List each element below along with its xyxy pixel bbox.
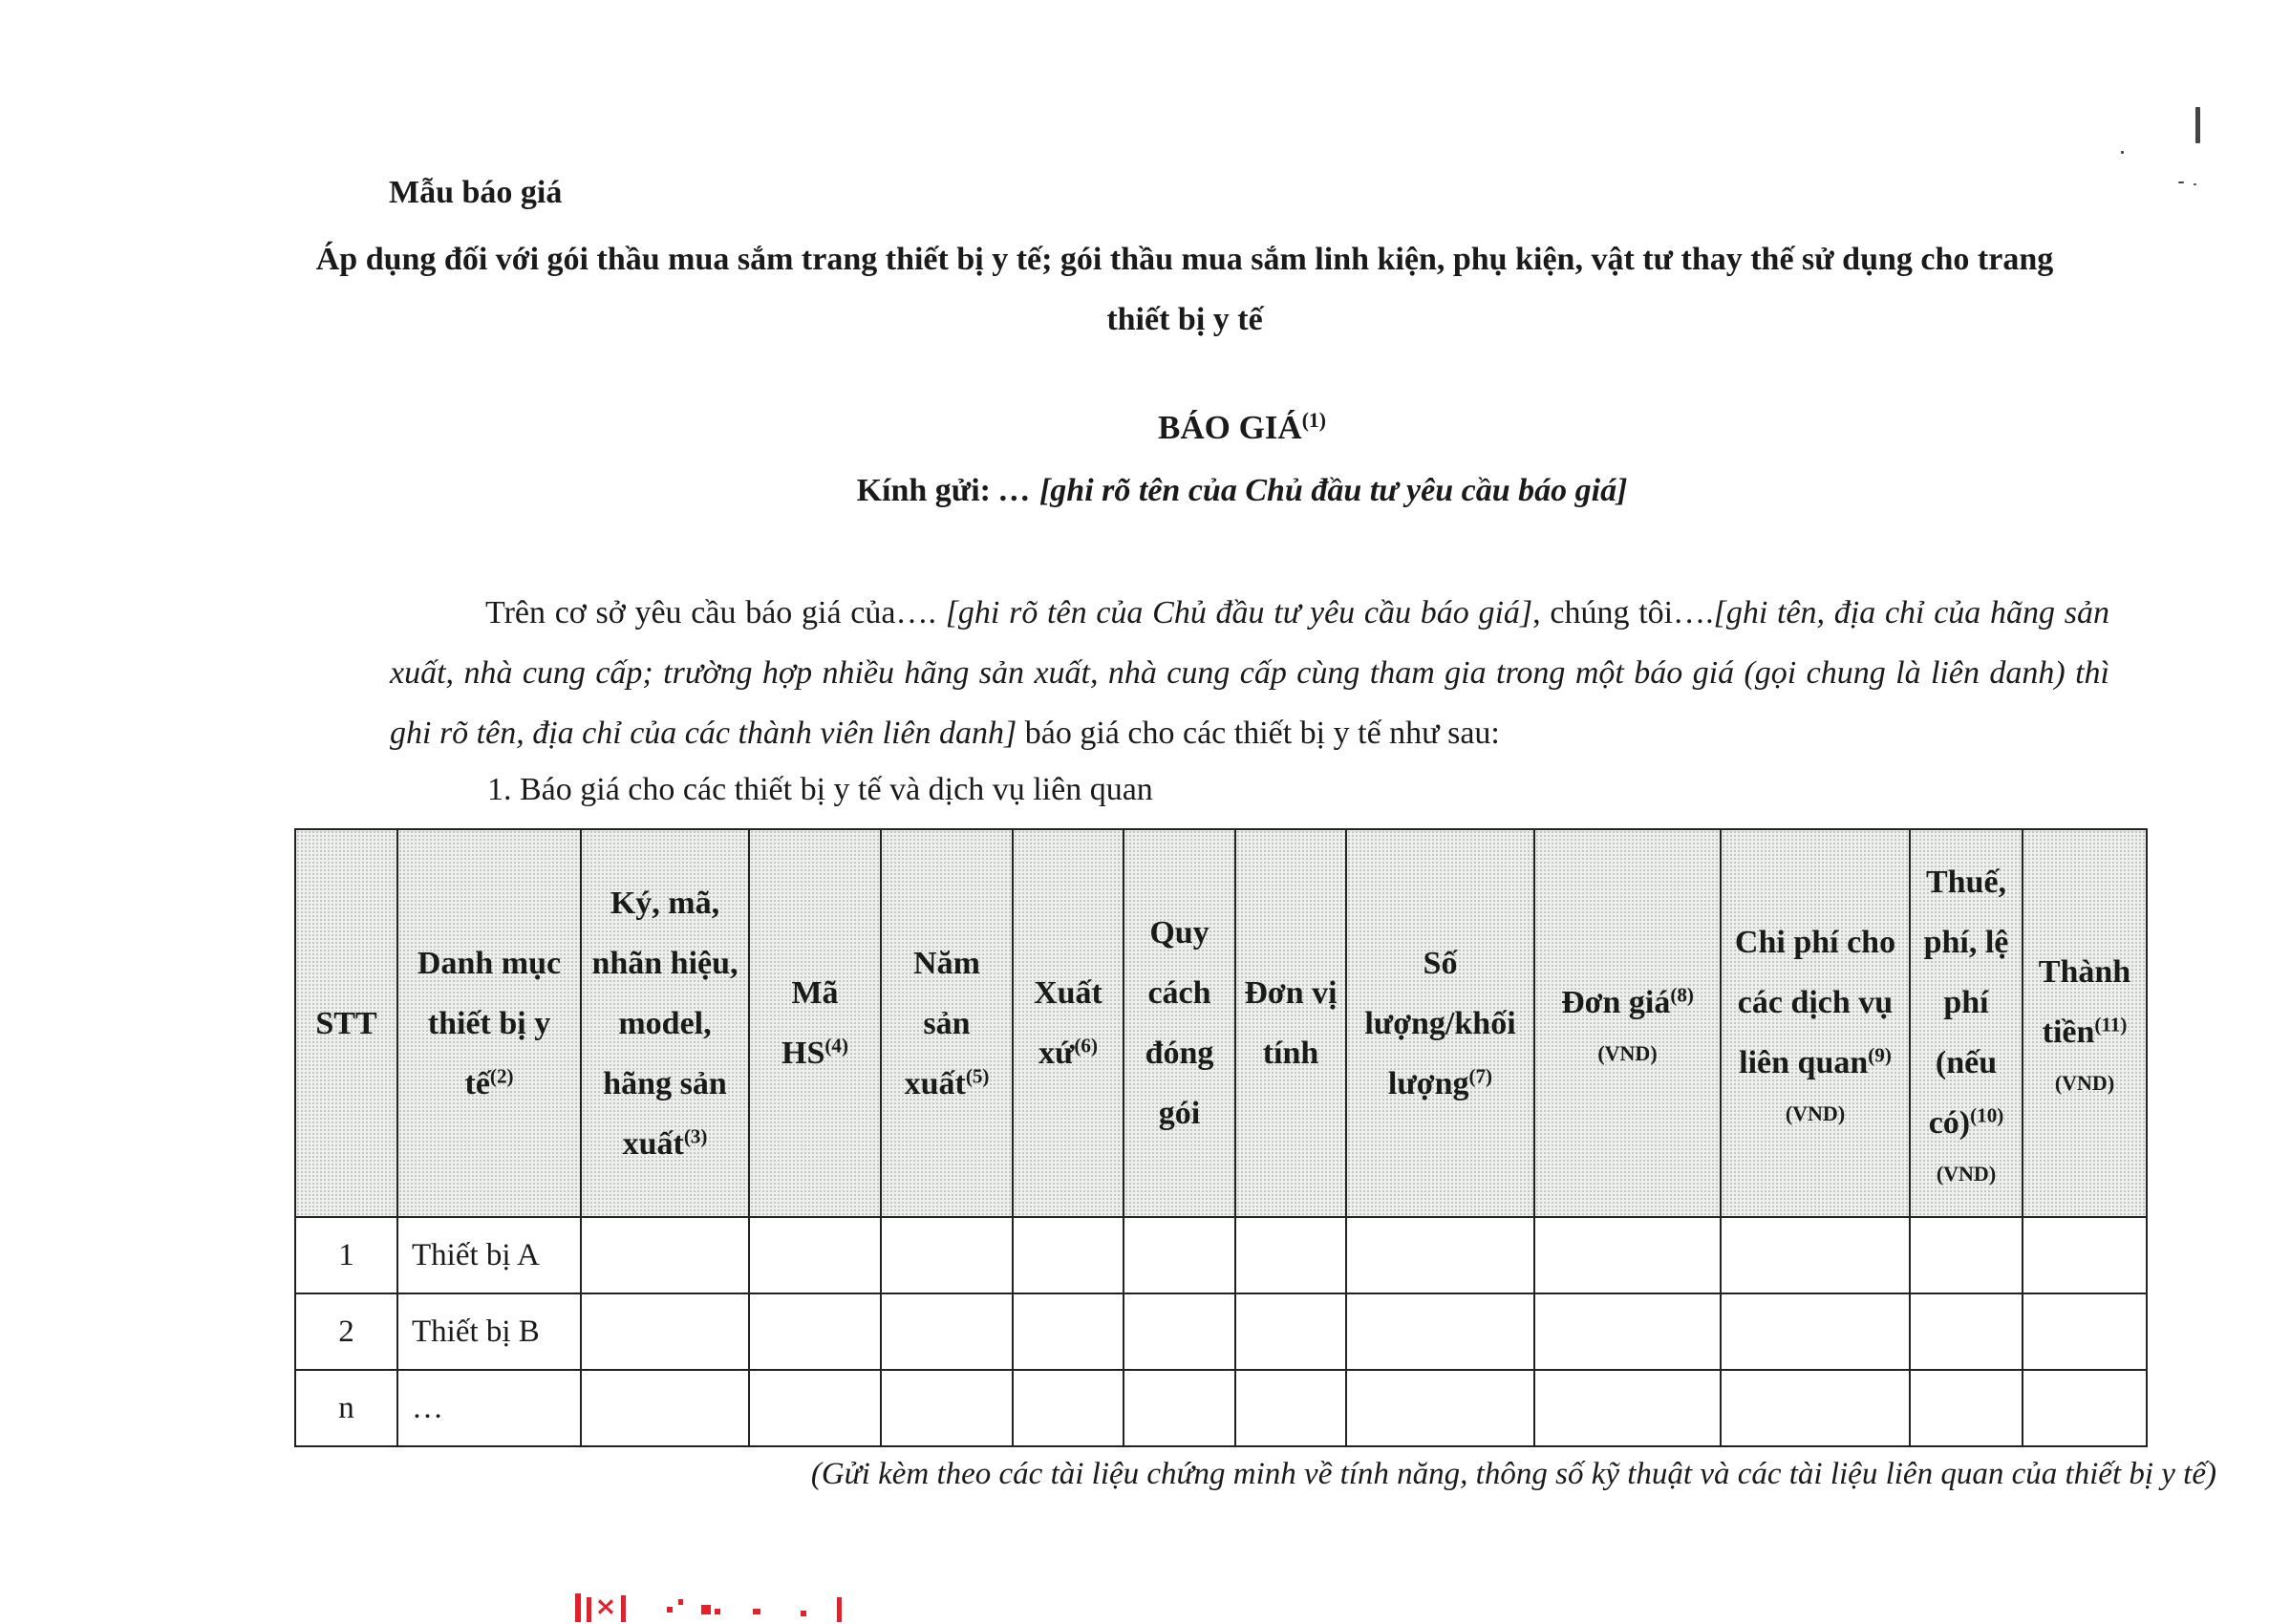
recipient-text: … [ghi rõ tên của Chủ đầu tư yêu cầu báo giá] — [998, 473, 1628, 508]
header-total: Thành tiền$^{(11)}$ (VND) — [2023, 829, 2147, 1217]
header-quantity: Số lượng/khối lượng$^{(7)}$ — [1346, 829, 1534, 1217]
cell-stt: n — [295, 1370, 397, 1446]
header-model: Ký, mã, nhãn hiệu, model, hãng sản xuất$^{(3)}$ — [581, 829, 749, 1217]
table-row — [295, 1293, 2147, 1370]
cell-device-name: … — [397, 1370, 581, 1446]
scan-speck — [2195, 107, 2200, 143]
header-service-cost-currency: (VND) — [1785, 1100, 1846, 1125]
red-stamp-fragment — [571, 1586, 867, 1624]
form-name: Mẫu báo giá — [389, 175, 563, 210]
attachment-note: (Gửi kèm theo các tài liệu chứng minh về tính năng, thông số kỹ thuật và các tài liệu liên quan của thiết bị y tế) — [810, 1457, 2216, 1491]
document-title — [0, 409, 2269, 447]
header-unit: Đơn vị tính — [1235, 829, 1346, 1217]
intro-part-5: báo giá cho các thiết bị y tế như sau: — [1017, 716, 1500, 751]
header-device-list: Danh mục thiết bị y tế$^{(2)}$ — [397, 829, 581, 1217]
intro-part-4: [ghi tên, địa chỉ của hãng sản xuất, nhà cung cấp; trường hợp nhiều hãng sản xuất, nhà cung cấp cùng tham gia trong một báo giá (gọi chung là liên danh) thì ghi rõ tên, địa chỉ của các thành viên liên danh] — [390, 595, 2109, 751]
header-tax: Thuế, phí, lệ phí (nếu có)$^{(10)}$ (VND) — [1910, 829, 2023, 1217]
header-origin: Xuất xứ$^{(6)}$ — [1013, 829, 1124, 1217]
header-stt: STT — [295, 829, 397, 1217]
cell-stt: 1 — [295, 1217, 397, 1293]
header-unit-price-currency: (VND) — [1597, 1040, 1658, 1065]
header-service-cost: Chi phí cho các dịch vụ liên quan$^{(9)}$ (VND) — [1721, 829, 1910, 1217]
header-year: Năm sản xuất$^{(5)}$ — [881, 829, 1013, 1217]
table-row — [295, 1217, 2147, 1293]
title-text: BÁO GIÁ — [1157, 409, 1302, 446]
title-note: (1) — [1301, 409, 1326, 433]
quote-table — [294, 828, 2148, 1447]
intro-part-3: , chúng tôi…. — [1532, 595, 1714, 630]
intro-part-1: Trên cơ sở yêu cầu báo giá của…. — [485, 595, 946, 630]
header-unit-price: Đơn giá$^{(8)}$ (VND) — [1534, 829, 1721, 1217]
table-header-row — [295, 829, 2147, 1217]
header-packaging: Quy cách đóng gói — [1124, 829, 1235, 1217]
intro-paragraph — [390, 583, 2109, 763]
apply-text: Áp dụng đối với gói thầu mua sắm trang thiết bị y tế; gói thầu mua sắm linh kiện, phụ kiện, vật tư thay thế sử dụng cho trang thiết bị y tế — [315, 242, 2054, 337]
cell-device-name: Thiết bị B — [397, 1293, 581, 1370]
scan-speck — [2194, 183, 2196, 185]
header-total-currency: (VND) — [2054, 1071, 2115, 1095]
recipient-line — [0, 473, 2269, 509]
section-heading: 1. Báo giá cho các thiết bị y tế và dịch vụ liên quan — [487, 772, 1153, 807]
cell-stt: 2 — [295, 1293, 397, 1370]
scan-speck — [2121, 151, 2124, 154]
table-row — [295, 1370, 2147, 1446]
header-tax-currency: (VND) — [1936, 1161, 1997, 1186]
intro-part-2: [ghi rõ tên của Chủ đầu tư yêu cầu báo giá] — [945, 595, 1533, 630]
scan-speck — [2178, 182, 2184, 183]
header-hs-code: Mã HS$^{(4)}$ — [749, 829, 881, 1217]
recipient-label: Kính gửi: — [856, 473, 991, 508]
cell-device-name: Thiết bị A — [397, 1217, 581, 1293]
